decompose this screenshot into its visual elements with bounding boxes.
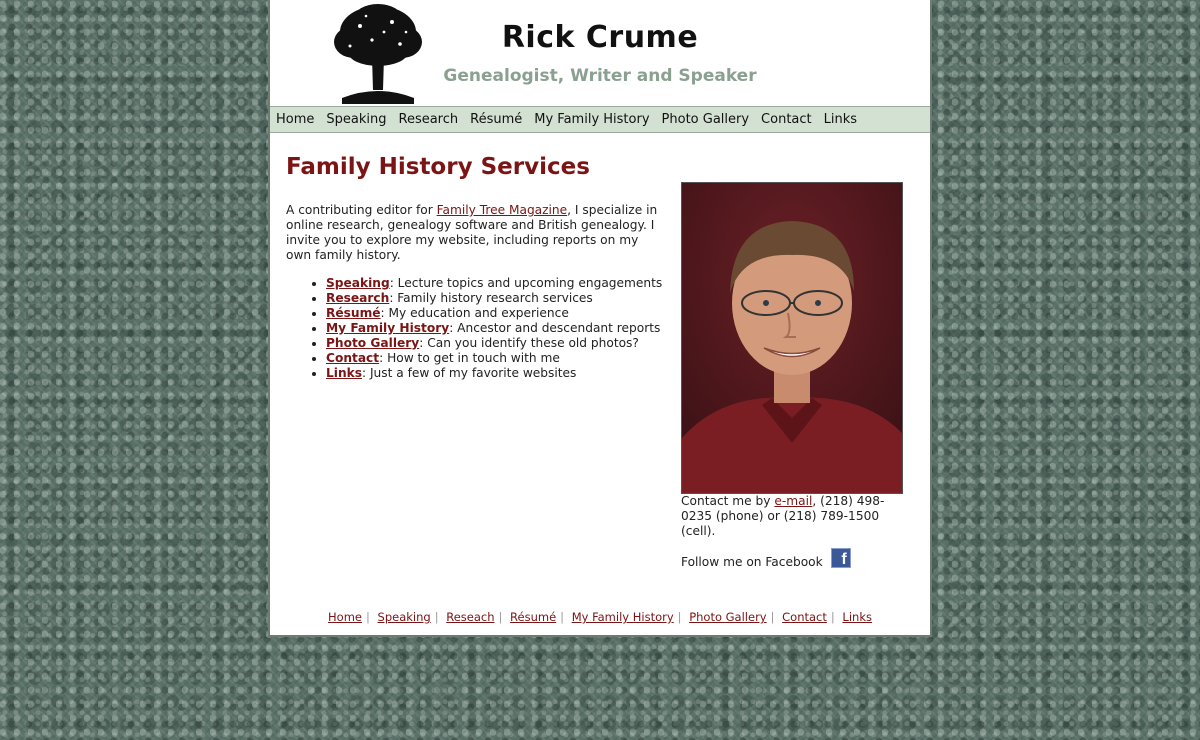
list-link-speaking[interactable]: Speaking [326, 276, 390, 290]
footer-link-photo-gallery[interactable]: Photo Gallery [689, 610, 767, 624]
list-link-contact[interactable]: Contact [326, 351, 380, 365]
site-subtitle: Genealogist, Writer and Speaker [443, 66, 757, 86]
footer-nav: Home | Speaking | Reseach | Résumé | My Family History | Photo Gallery | Contact | Links [328, 610, 872, 624]
footer-link-home[interactable]: Home [328, 610, 362, 624]
footer-link-my-family-history[interactable]: My Family History [571, 610, 674, 624]
nav-home[interactable]: Home [276, 112, 315, 127]
footer-link-resume[interactable]: Résumé [510, 610, 557, 624]
nav-links[interactable]: Links [823, 112, 858, 127]
list-link-resume[interactable]: Résumé [326, 306, 381, 320]
list-item: • Résumé: My education and experience [326, 306, 706, 321]
list-link-photo-gallery[interactable]: Photo Gallery [326, 336, 420, 350]
list-link-research[interactable]: Research [326, 291, 390, 305]
nav-photo-gallery[interactable]: Photo Gallery [661, 112, 750, 127]
family-tree-magazine-link[interactable]: Family Tree Magazine [436, 203, 568, 217]
list-item: • Links: Just a few of my favorite websites [326, 366, 706, 381]
footer-link-research[interactable]: Reseach [446, 610, 495, 624]
list-link-my-family-history[interactable]: My Family History [326, 321, 450, 335]
list-item: • Photo Gallery: Can you identify these old photos? [326, 336, 706, 351]
contact-info: Contact me by e-mail, (218) 498-0235 (phone) or (218) 789-1500 (cell). [681, 494, 885, 538]
site-header [270, 0, 930, 106]
facebook-follow [681, 552, 851, 572]
list-item: • My Family History: Ancestor and descendant reports [326, 321, 706, 336]
email-link[interactable]: e-mail [774, 494, 813, 508]
footer-link-speaking[interactable]: Speaking [377, 610, 431, 624]
portrait-image [682, 183, 902, 493]
list-link-links[interactable]: Links [326, 366, 362, 380]
list-item: • Speaking: Lecture topics and upcoming engagements [326, 276, 706, 291]
nav-contact[interactable]: Contact [761, 112, 812, 127]
facebook-icon[interactable]: f [831, 548, 851, 568]
follow-label: Follow me on Facebook [681, 555, 823, 569]
nav-my-family-history[interactable]: My Family History [534, 112, 650, 127]
nav-research[interactable]: Research [398, 112, 459, 127]
main-nav [270, 106, 930, 133]
intro-paragraph: A contributing editor for Family Tree Magazine, I specialize in online research, genealogy software and British genealogy. I invite you to explore my website, including reports on my own family history. [286, 203, 658, 262]
list-item: • Contact: How to get in touch with me [326, 351, 706, 366]
page-title: Family History Services [286, 154, 590, 180]
nav-speaking[interactable]: Speaking [326, 112, 387, 127]
list-item: • Research: Family history research services [326, 291, 706, 306]
footer-link-links[interactable]: Links [842, 610, 872, 624]
portrait-photo [681, 182, 903, 494]
footer-link-contact[interactable]: Contact [782, 610, 827, 624]
site-title: Rick Crume [501, 20, 699, 55]
services-list [286, 276, 706, 381]
page-container [268, 0, 932, 637]
nav-resume[interactable]: Résumé [470, 112, 523, 127]
